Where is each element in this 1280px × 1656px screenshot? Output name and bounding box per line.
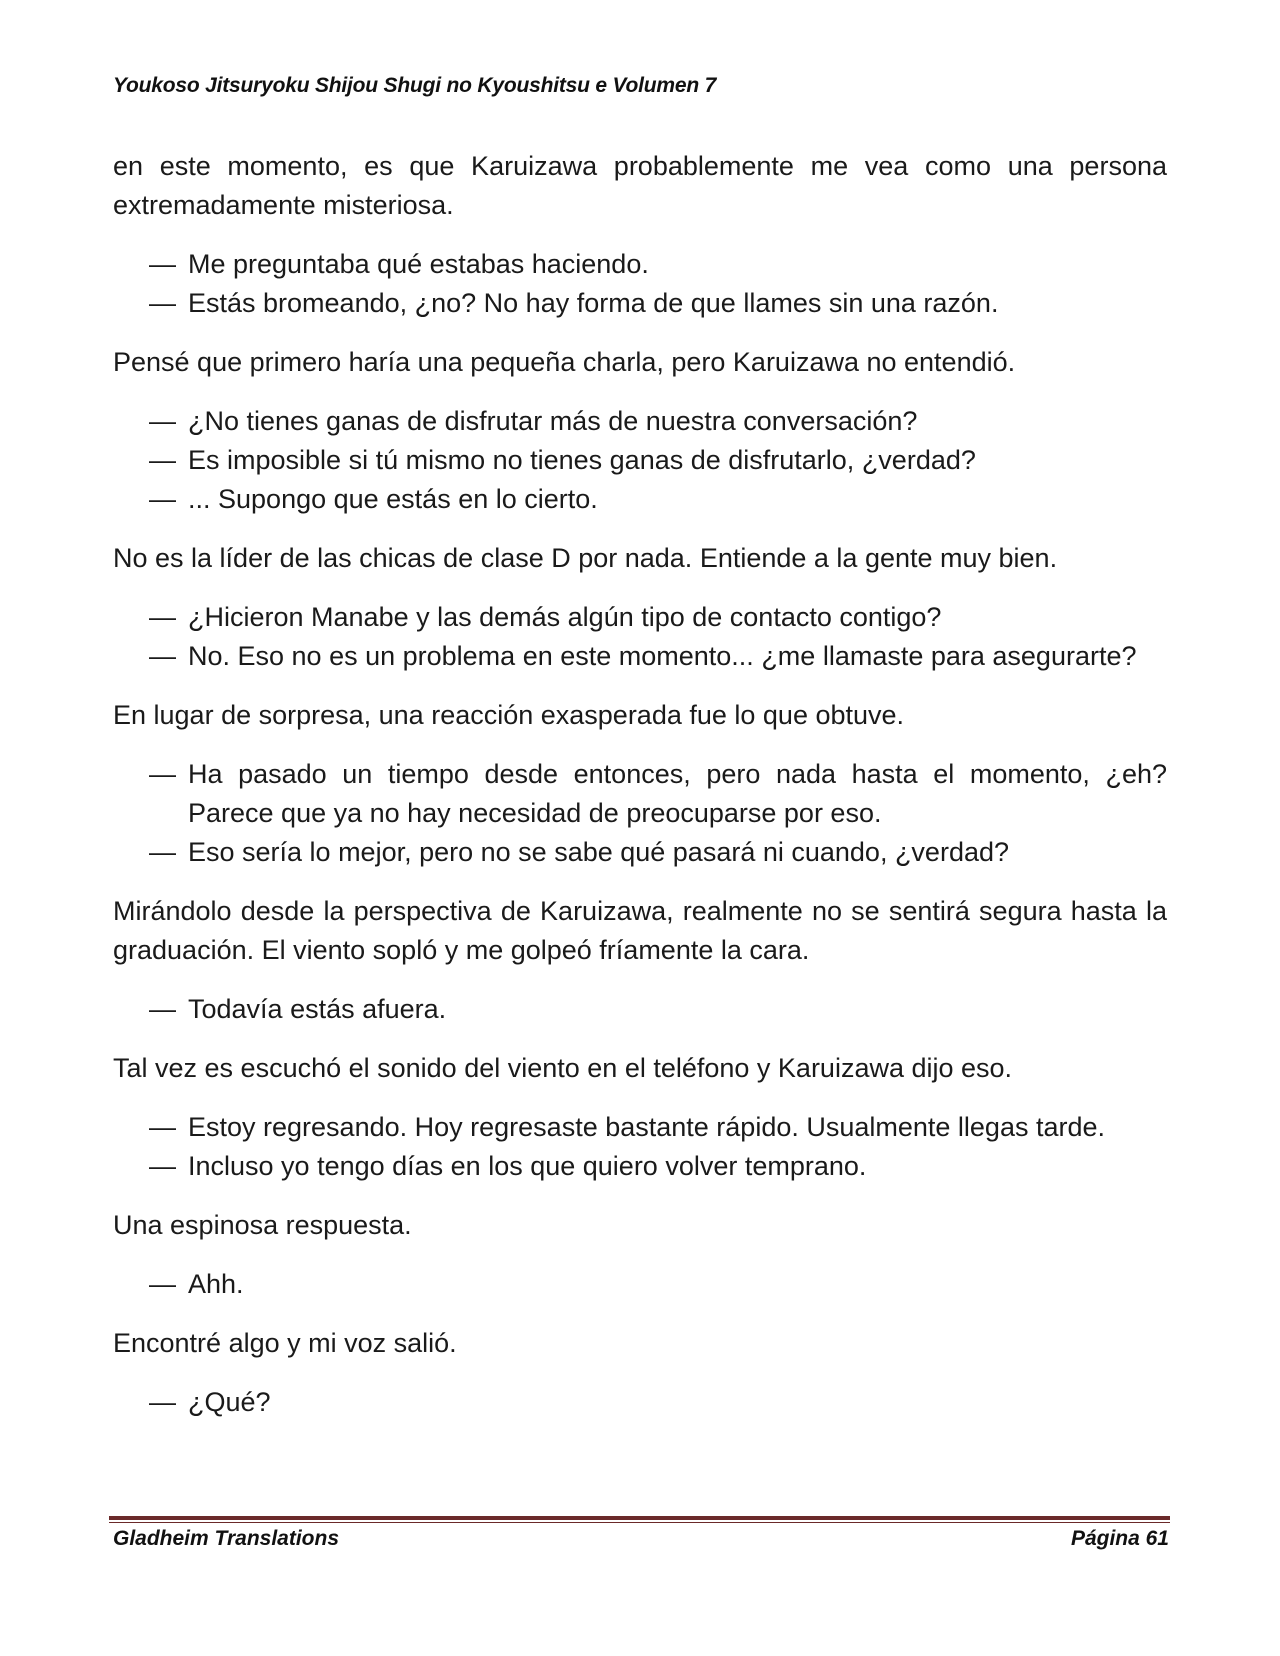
dialogue-block (113, 755, 1167, 872)
dialogue-text: Es imposible si tú mismo no tienes ganas de disfrutarlo, ¿verdad? (188, 445, 976, 475)
em-dash: — (149, 445, 176, 475)
page-body (113, 147, 1167, 1442)
dialogue-line (113, 990, 1167, 1029)
em-dash: — (149, 484, 176, 514)
paragraph: Encontré algo y mi voz salió. (113, 1328, 457, 1358)
dialogue-line (113, 755, 1167, 833)
dialogue-line (113, 637, 1167, 676)
dialogue-line (113, 1383, 1167, 1422)
dialogue-text: Eso sería lo mejor, pero no se sabe qué pasará ni cuando, ¿verdad? (188, 837, 1010, 867)
dialogue-text: ¿No tienes ganas de disfrutar más de nuestra conversación? (188, 406, 918, 436)
em-dash: — (149, 602, 176, 632)
dialogue-text: Estás bromeando, ¿no? No hay forma de que llames sin una razón. (188, 288, 999, 318)
dialogue-line (113, 402, 1167, 441)
em-dash: — (149, 641, 176, 671)
em-dash: — (149, 1387, 176, 1417)
dialogue-block (113, 1265, 1167, 1304)
dialogue-text: Todavía estás afuera. (188, 994, 447, 1024)
dialogue-text: ¿Hicieron Manabe y las demás algún tipo de contacto contigo? (188, 602, 942, 632)
em-dash: — (149, 249, 176, 279)
dialogue-text: ... Supongo que estás en lo cierto. (188, 484, 598, 514)
paragraph: Una espinosa respuesta. (113, 1210, 412, 1240)
dialogue-block (113, 1383, 1167, 1422)
dialogue-line (113, 833, 1167, 872)
paragraph: En lugar de sorpresa, una reacción exasperada fue lo que obtuve. (113, 700, 905, 730)
dialogue-line (113, 284, 1167, 323)
dialogue-text: Estoy regresando. Hoy regresaste bastante rápido. Usualmente llegas tarde. (188, 1112, 1106, 1142)
dialogue-block (113, 402, 1167, 519)
dialogue-text: No. Eso no es un problema en este momento... ¿me llamaste para asegurarte? (188, 641, 1137, 671)
footer-rule (109, 1516, 1170, 1520)
paragraph: Mirándolo desde la perspectiva de Karuizawa, realmente no se sentirá segura hasta la graduación. El viento sopló y me golpeó fríamente la cara. (113, 896, 1167, 965)
em-dash: — (149, 837, 176, 867)
paragraph: Tal vez es escuchó el sonido del viento en el teléfono y Karuizawa dijo eso. (113, 1053, 1013, 1083)
dialogue-line (113, 598, 1167, 637)
em-dash: — (149, 1112, 176, 1142)
dialogue-line (113, 245, 1167, 284)
dialogue-text: Incluso yo tengo días en los que quiero volver temprano. (188, 1151, 867, 1181)
em-dash: — (149, 406, 176, 436)
em-dash: — (149, 1151, 176, 1181)
paragraph: en este momento, es que Karuizawa probablemente me vea como una persona extremadamente misteriosa. (113, 151, 1167, 220)
dialogue-line (113, 1147, 1167, 1186)
paragraph: Pensé que primero haría una pequeña charla, pero Karuizawa no entendió. (113, 347, 1016, 377)
paragraph: No es la líder de las chicas de clase D por nada. Entiende a la gente muy bien. (113, 543, 1058, 573)
dialogue-line (113, 1265, 1167, 1304)
dialogue-block (113, 990, 1167, 1029)
dialogue-line (113, 1108, 1167, 1147)
em-dash: — (149, 994, 176, 1024)
running-header: Youkoso Jitsuryoku Shijou Shugi no Kyoushitsu e Volumen 7 (113, 74, 717, 97)
footer-credit: Gladheim Translations (113, 1527, 340, 1550)
dialogue-block (113, 598, 1167, 676)
dialogue-text: Ahh. (188, 1269, 244, 1299)
dialogue-block (113, 1108, 1167, 1186)
em-dash: — (149, 759, 176, 789)
page-number: Página 61 (1070, 1527, 1169, 1550)
footer-rule-thin (109, 1522, 1170, 1523)
dialogue-line (113, 480, 1167, 519)
dialogue-text: Me preguntaba qué estabas haciendo. (188, 249, 649, 279)
em-dash: — (149, 288, 176, 318)
dialogue-block (113, 245, 1167, 323)
dialogue-text: Ha pasado un tiempo desde entonces, pero nada hasta el momento, ¿eh? Parece que ya no hay necesidad de preocuparse por eso. (188, 759, 1167, 828)
dialogue-text: ¿Qué? (188, 1387, 271, 1417)
em-dash: — (149, 1269, 176, 1299)
dialogue-line (113, 441, 1167, 480)
